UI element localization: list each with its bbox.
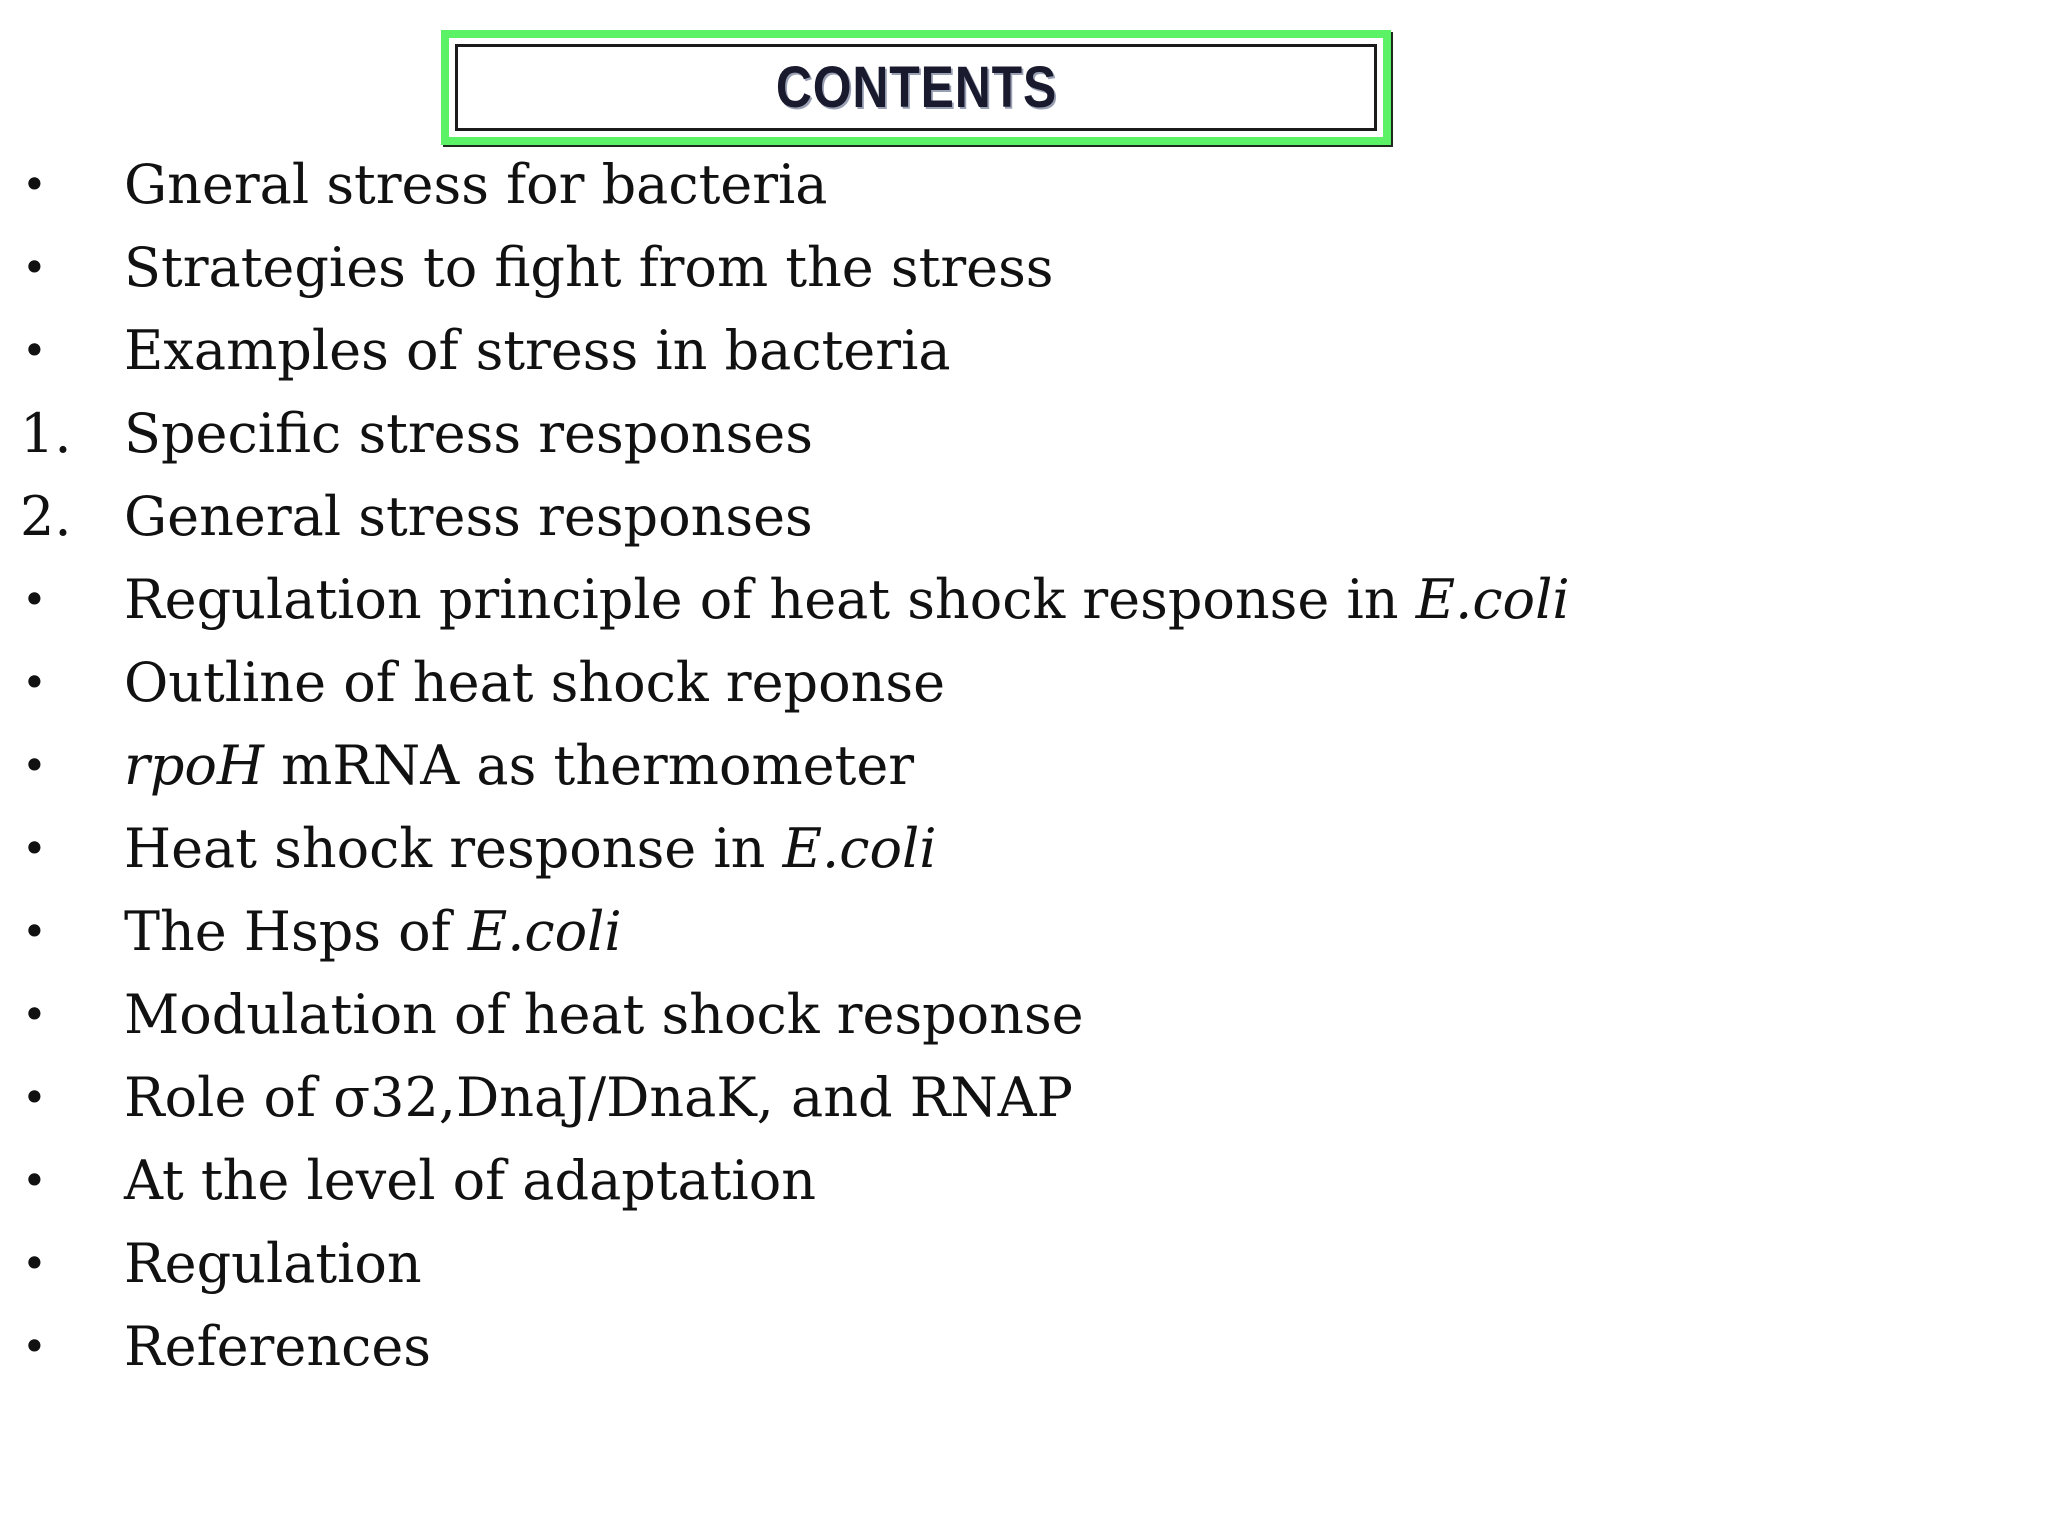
italic-term: E.coli	[782, 817, 937, 880]
contents-item-text	[124, 1146, 816, 1216]
contents-item	[0, 1229, 1600, 1312]
bullet-marker: •	[22, 243, 47, 292]
contents-list	[0, 150, 1600, 1395]
contents-item-text	[124, 648, 945, 718]
item-text-run: Regulation	[124, 1232, 422, 1295]
item-text-run: Examples of stress in bacteria	[124, 319, 951, 382]
italic-term: E.coli	[467, 900, 622, 963]
item-text-run: Regulation principle of heat shock response in	[124, 568, 1416, 631]
bullet-marker: •	[22, 824, 47, 873]
contents-item-text	[124, 233, 1054, 303]
slide-title: CONTENTS	[775, 55, 1057, 120]
bullet-marker: •	[22, 326, 47, 375]
italic-term: E.coli	[1415, 568, 1570, 631]
contents-item-text	[124, 980, 1084, 1050]
item-text-run: Outline of heat shock reponse	[124, 651, 946, 714]
bullet-marker: •	[22, 160, 47, 209]
contents-item-text	[124, 482, 813, 552]
contents-item-text	[124, 814, 937, 884]
number-marker: 2.	[20, 485, 72, 548]
contents-item	[0, 897, 1600, 980]
contents-item	[0, 482, 1600, 565]
bullet-marker: •	[22, 575, 47, 624]
item-text-run: Heat shock response in	[124, 817, 783, 880]
bullet-marker: •	[22, 1156, 47, 1205]
italic-term: rpoH	[124, 734, 264, 797]
contents-item	[0, 814, 1600, 897]
bullet-marker: •	[22, 907, 47, 956]
contents-item	[0, 731, 1600, 814]
bullet-marker: •	[22, 1073, 47, 1122]
item-text-run: References	[124, 1315, 432, 1378]
title-frame	[455, 44, 1377, 131]
contents-item	[0, 565, 1600, 648]
contents-item	[0, 399, 1600, 482]
bullet-marker: •	[22, 741, 47, 790]
contents-item	[0, 1063, 1600, 1146]
contents-item	[0, 316, 1600, 399]
item-text-run: General stress responses	[124, 485, 813, 548]
contents-item-text	[124, 731, 914, 801]
item-text-run: Role of σ32,DnaJ/DnaK, and RNAP	[124, 1066, 1073, 1129]
contents-item-text	[124, 150, 828, 220]
contents-item-text	[124, 1063, 1073, 1133]
item-text-run: Specific stress responses	[124, 402, 813, 465]
contents-item-text	[124, 316, 951, 386]
bullet-marker: •	[22, 658, 47, 707]
item-text-run: The Hsps of	[124, 900, 468, 963]
contents-item	[0, 1146, 1600, 1229]
bullet-marker: •	[22, 1322, 47, 1371]
contents-item	[0, 233, 1600, 316]
contents-item-text	[124, 897, 622, 967]
contents-item-text	[124, 1229, 422, 1299]
contents-item-text	[124, 1312, 431, 1382]
contents-item	[0, 150, 1600, 233]
item-text-run: mRNA as thermometer	[263, 734, 915, 797]
contents-item	[0, 1312, 1600, 1395]
number-marker: 1.	[20, 402, 72, 465]
item-text-run: Strategies to fight from the stress	[124, 236, 1054, 299]
item-text-run: Gneral stress for bacteria	[124, 153, 828, 216]
contents-item	[0, 980, 1600, 1063]
bullet-marker: •	[22, 1239, 47, 1288]
contents-item	[0, 648, 1600, 731]
title-box	[441, 30, 1391, 145]
contents-item-text	[124, 399, 813, 469]
item-text-run: At the level of adaptation	[124, 1149, 816, 1212]
contents-item-text	[124, 565, 1570, 635]
item-text-run: Modulation of heat shock response	[124, 983, 1084, 1046]
bullet-marker: •	[22, 990, 47, 1039]
